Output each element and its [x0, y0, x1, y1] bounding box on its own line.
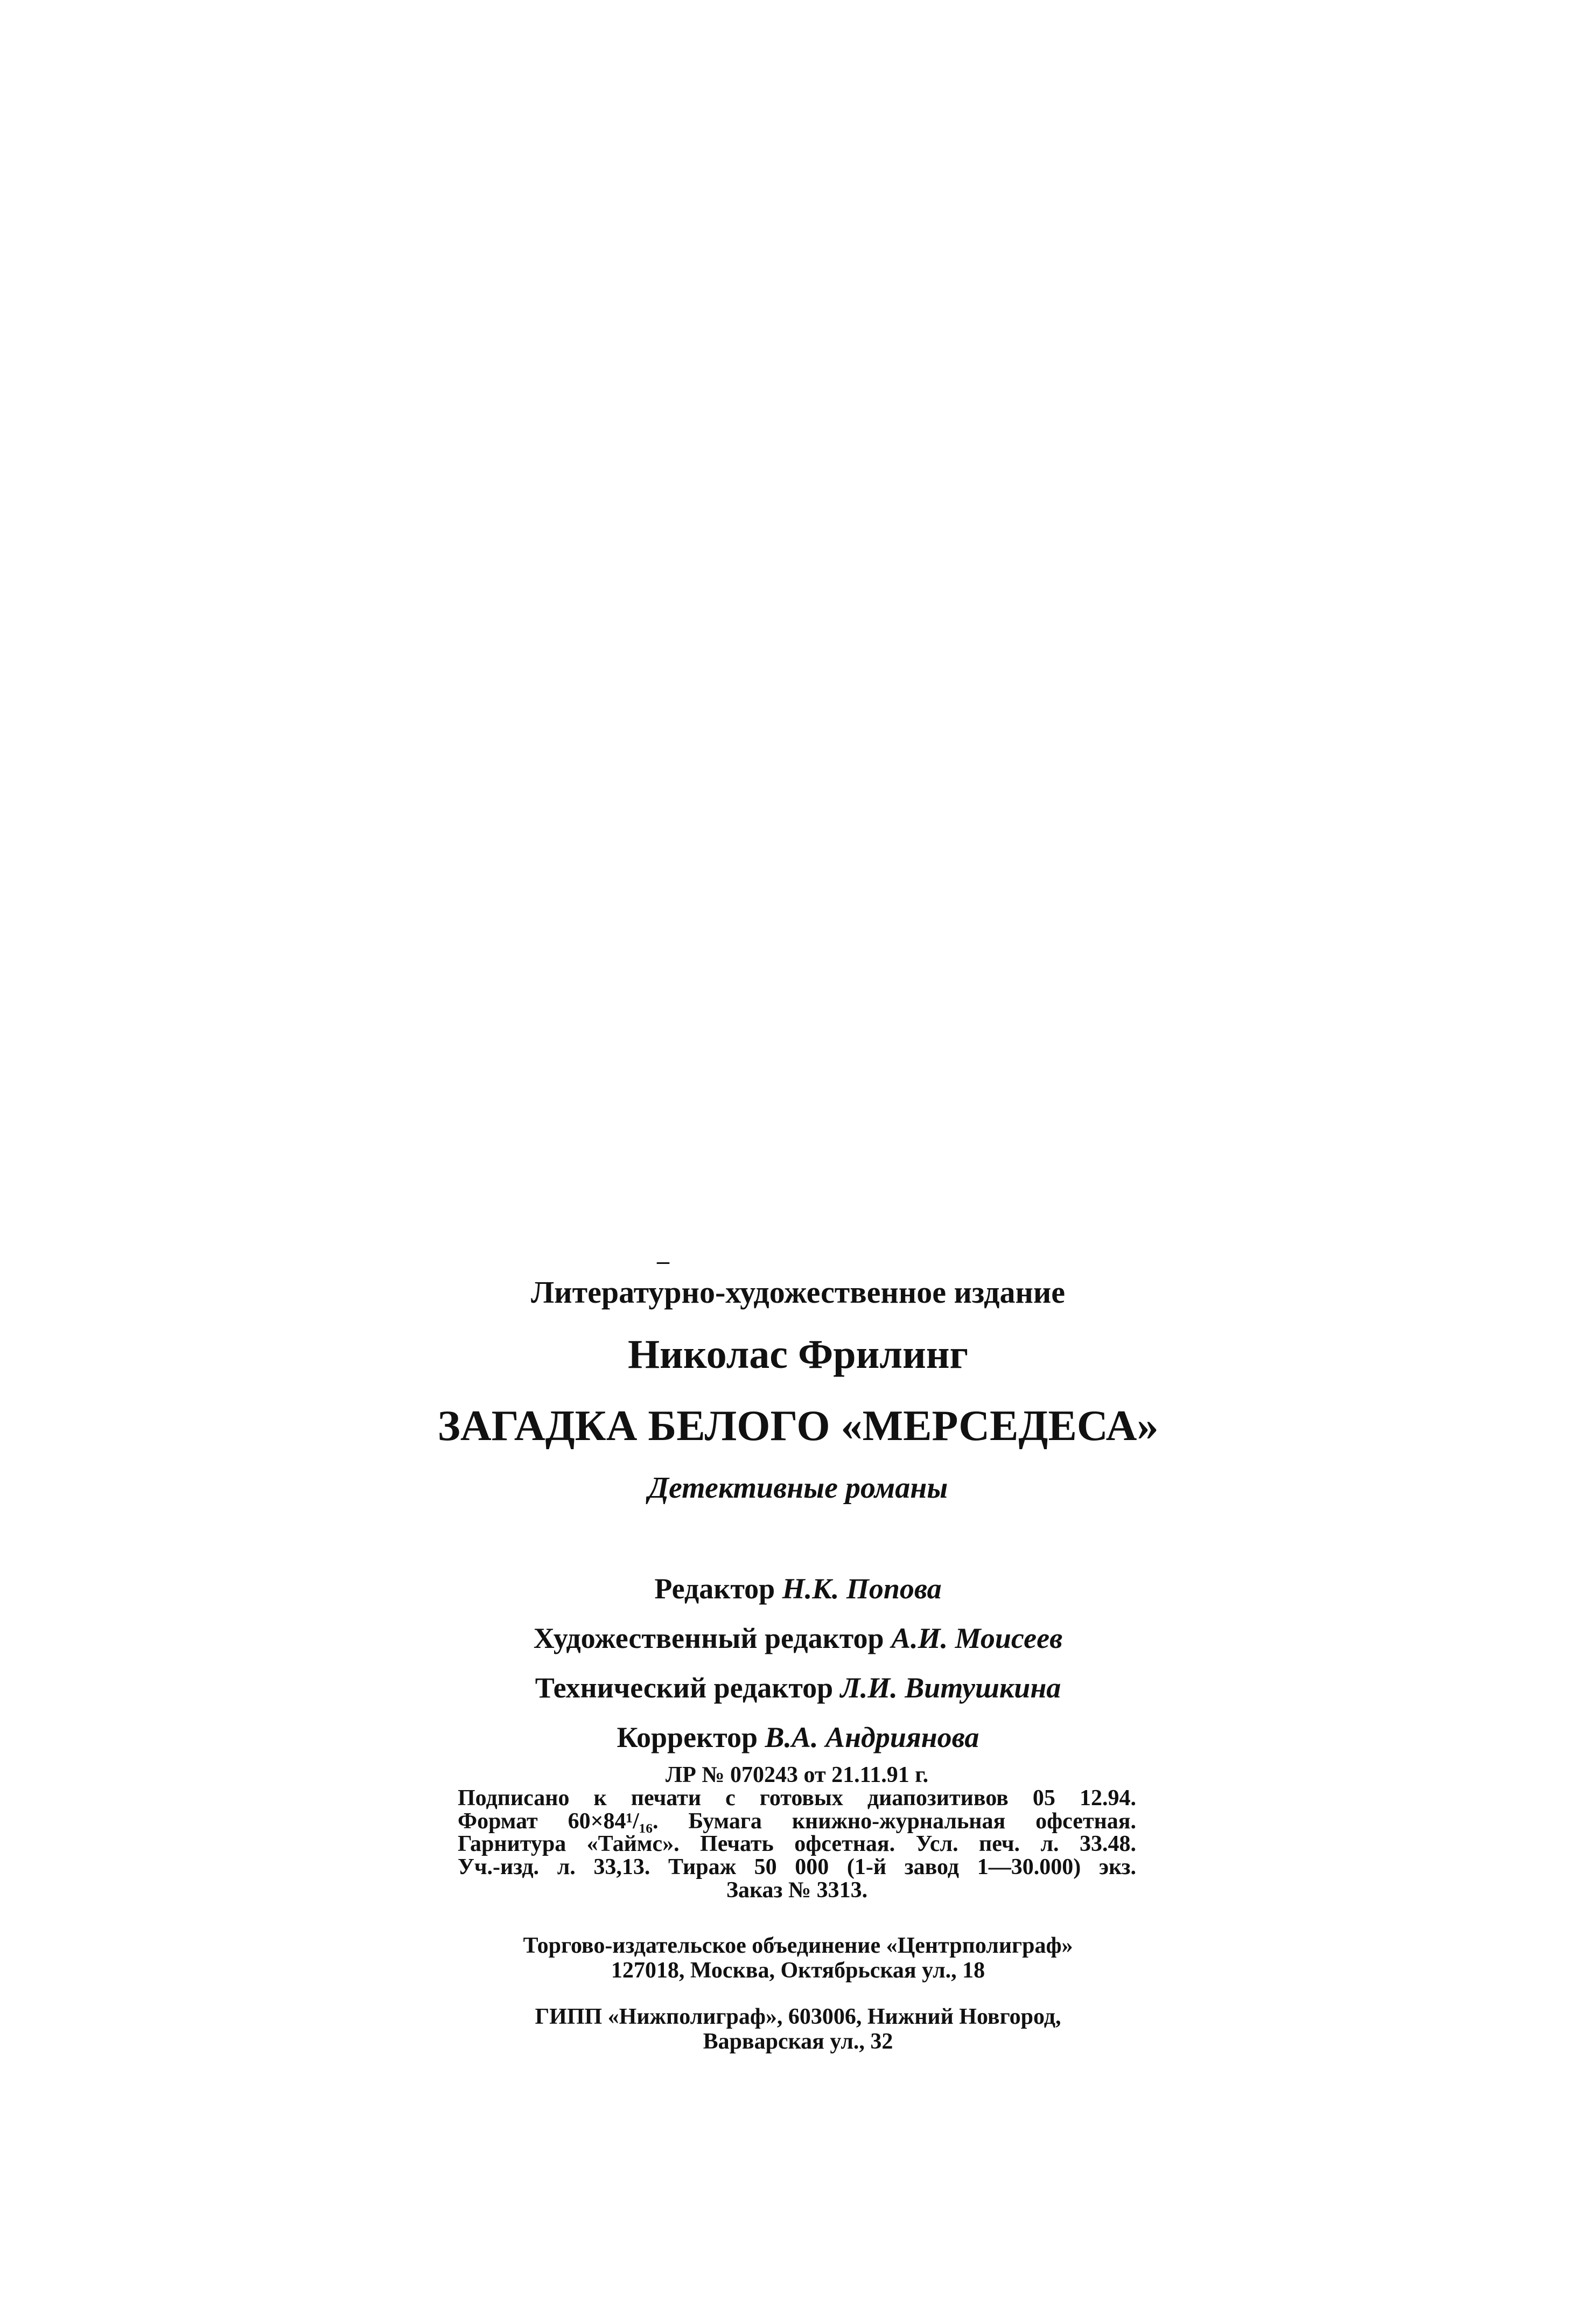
staff-person: А.И. Моисеев — [891, 1622, 1063, 1654]
staff-row-art-editor — [0, 1621, 1596, 1671]
imprint-line: Подписано к печати с готовых диапозитивов 05 12.94. — [458, 1785, 1136, 1811]
printer-block — [0, 2004, 1596, 2054]
author-name: Николас Фрилинг — [627, 1332, 969, 1377]
staff-row-tech-editor — [0, 1671, 1596, 1720]
staff-person: Л.И. Витушкина — [840, 1672, 1061, 1704]
book-title: ЗАГАДКА БЕЛОГО «МЕРСЕДЕСА» — [437, 1402, 1159, 1450]
staff-row-editor — [0, 1571, 1596, 1621]
staff-role: Корректор — [617, 1721, 758, 1753]
printer-address: Варварская ул., 32 — [703, 2029, 893, 2055]
staff-credits — [0, 1571, 1596, 1770]
genre: Детективные романы — [648, 1471, 948, 1505]
staff-role: Технический редактор — [535, 1672, 834, 1704]
publisher-name: Торгово-издательское объединение «Центрполиграф» — [523, 1933, 1073, 1958]
order-number: Заказ № 3313. — [726, 1878, 868, 1903]
publisher-block — [0, 1933, 1596, 1983]
license-number: ЛР № 070243 от 21.11.91 г. — [665, 1763, 929, 1787]
staff-person: Н.К. Попова — [782, 1573, 942, 1605]
staff-role: Художественный редактор — [533, 1622, 884, 1654]
publisher-address: 127018, Москва, Октябрьская ул., 18 — [611, 1958, 985, 1983]
staff-person: В.А. Андриянова — [765, 1721, 979, 1753]
printer-name: ГИПП «Нижполиграф», 603006, Нижний Новгород, — [535, 2004, 1061, 2029]
imprint-line: Уч.-изд. л. 33,13. Тираж 50 000 (1-й завод 1—30.000) экз. — [458, 1855, 1136, 1880]
edition-type: Литературно-художественное издание — [530, 1275, 1066, 1310]
separator-dash: – — [657, 1247, 669, 1274]
imprint-line: Гарнитура «Таймс». Печать офсетная. Усл. печ. л. 33.48. — [458, 1832, 1136, 1857]
staff-role: Редактор — [654, 1573, 775, 1605]
imprint-block — [458, 1764, 1136, 1902]
imprint-line: Формат 60×84¹/₁₆. Бумага книжно-журнальная офсетная. — [458, 1808, 1136, 1834]
